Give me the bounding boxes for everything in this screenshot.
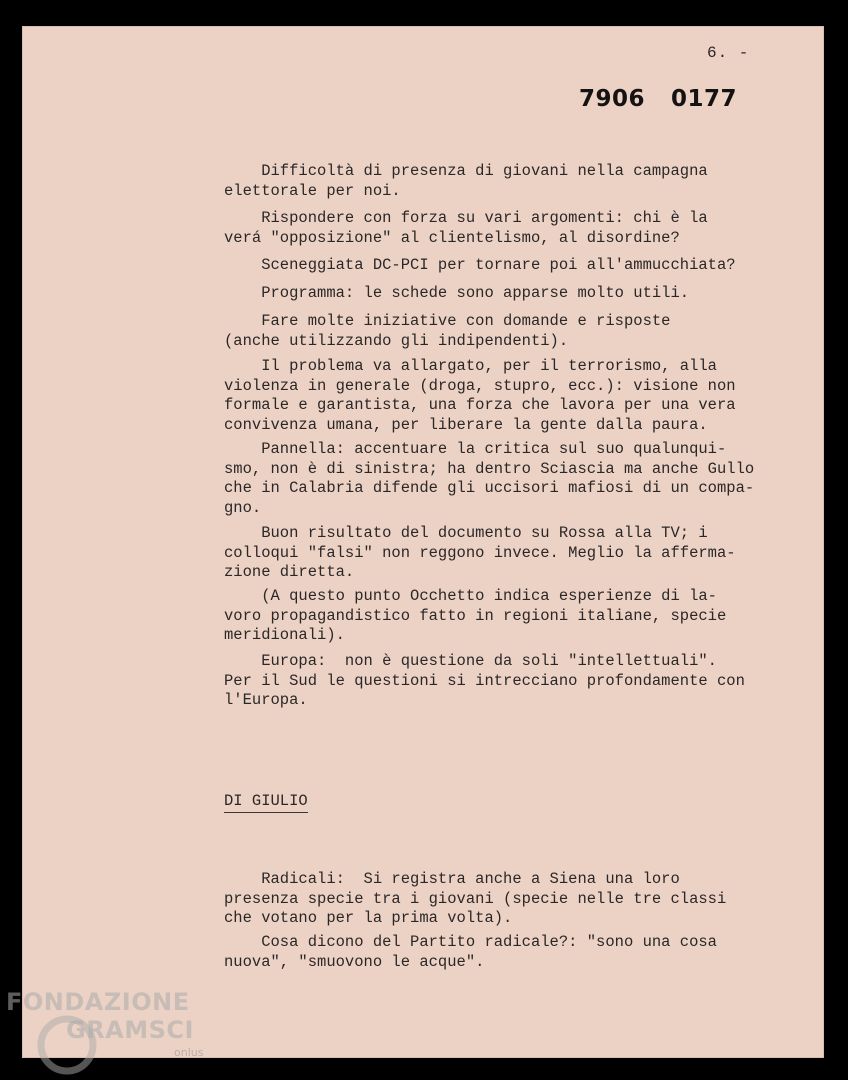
text-line: zione diretta. xyxy=(224,563,355,581)
text-line: violenza in generale (droga, stupro, ecc.): visione non xyxy=(224,376,736,395)
text-line: convivenza umana, per liberare la gente dalla paura. xyxy=(224,415,708,434)
text-line: Radicali: Si registra anche a Siena una loro xyxy=(224,870,680,888)
paragraph xyxy=(224,357,736,435)
text-line: colloqui "falsi" non reggono invece. Meglio la afferma- xyxy=(224,543,736,562)
text-line: verá "opposizione" al clientelismo, al disordine? xyxy=(224,228,680,247)
watermark-line1: FONDAZIONE xyxy=(6,988,190,1016)
paragraph xyxy=(224,870,726,929)
watermark-line2: GRAMSCI xyxy=(66,1016,194,1044)
page-number: 6. - xyxy=(707,44,750,62)
text-line: che in Calabria difende gli uccisori mafiosi di un compa- xyxy=(224,479,755,497)
paragraph xyxy=(224,209,708,248)
paragraph xyxy=(224,933,717,972)
archive-code-series: 7906 xyxy=(579,86,646,112)
text-line: (A questo punto Occhetto indica esperienze di la- xyxy=(224,587,717,605)
text-line: Difficoltà di presenza di giovani nella campagna xyxy=(224,162,708,180)
text-line: Rispondere con forza su vari argomenti: chi è la xyxy=(224,209,708,227)
text-line: Europa: non è questione da soli "intellettuali". xyxy=(224,652,717,670)
text-line: formale e garantista, una forza che lavora per una vera xyxy=(224,396,736,414)
watermark-suffix: onlus xyxy=(174,1046,204,1059)
text-line: Per il Sud le questioni si intrecciano profondamente con xyxy=(224,671,745,690)
text-line: Pannella: accentuare la critica sul suo qualunqui- xyxy=(224,440,727,458)
paragraph xyxy=(224,652,745,711)
text-line: elettorale per noi. xyxy=(224,181,401,200)
text-line: nuova", "smuovono le acque". xyxy=(224,952,485,971)
paragraph xyxy=(224,587,726,646)
text-line: presenza specie tra i giovani (specie nelle tre classi xyxy=(224,889,727,908)
text-line: Sceneggiata DC-PCI per tornare poi all'ammucchiata? xyxy=(224,256,736,274)
text-line: Il problema va allargato, per il terrorismo, alla xyxy=(224,357,717,375)
paragraph xyxy=(224,162,708,201)
text-line: smo, non è di sinistra; ha dentro Sciascia ma anche Gullo xyxy=(224,459,755,478)
paragraph xyxy=(224,312,670,351)
text-line: (anche utilizzando gli indipendenti). xyxy=(224,331,569,350)
text-line: Programma: le schede sono apparse molto utili. xyxy=(224,284,690,302)
fondazione-gramsci-watermark xyxy=(6,988,216,1078)
text-line: voro propagandistico fatto in regioni italiane, specie xyxy=(224,606,727,625)
paragraph xyxy=(224,256,736,276)
text-line: Cosa dicono del Partito radicale?: "sono una cosa xyxy=(224,933,717,951)
paragraph xyxy=(224,284,689,304)
text-line: Buon risultato del documento su Rossa alla TV; i xyxy=(224,524,708,542)
text-line: meridionali). xyxy=(224,626,345,644)
text-line: Fare molte iniziative con domande e risposte xyxy=(224,312,671,330)
paragraph xyxy=(224,440,754,518)
text-line: l'Europa. xyxy=(224,691,308,709)
section-heading: DI GIULIO xyxy=(224,792,308,813)
text-line: che votano per la prima volta). xyxy=(224,909,513,927)
text-line: gno. xyxy=(224,498,262,517)
archive-code-item: 0177 xyxy=(671,86,738,112)
paragraph xyxy=(224,524,736,583)
